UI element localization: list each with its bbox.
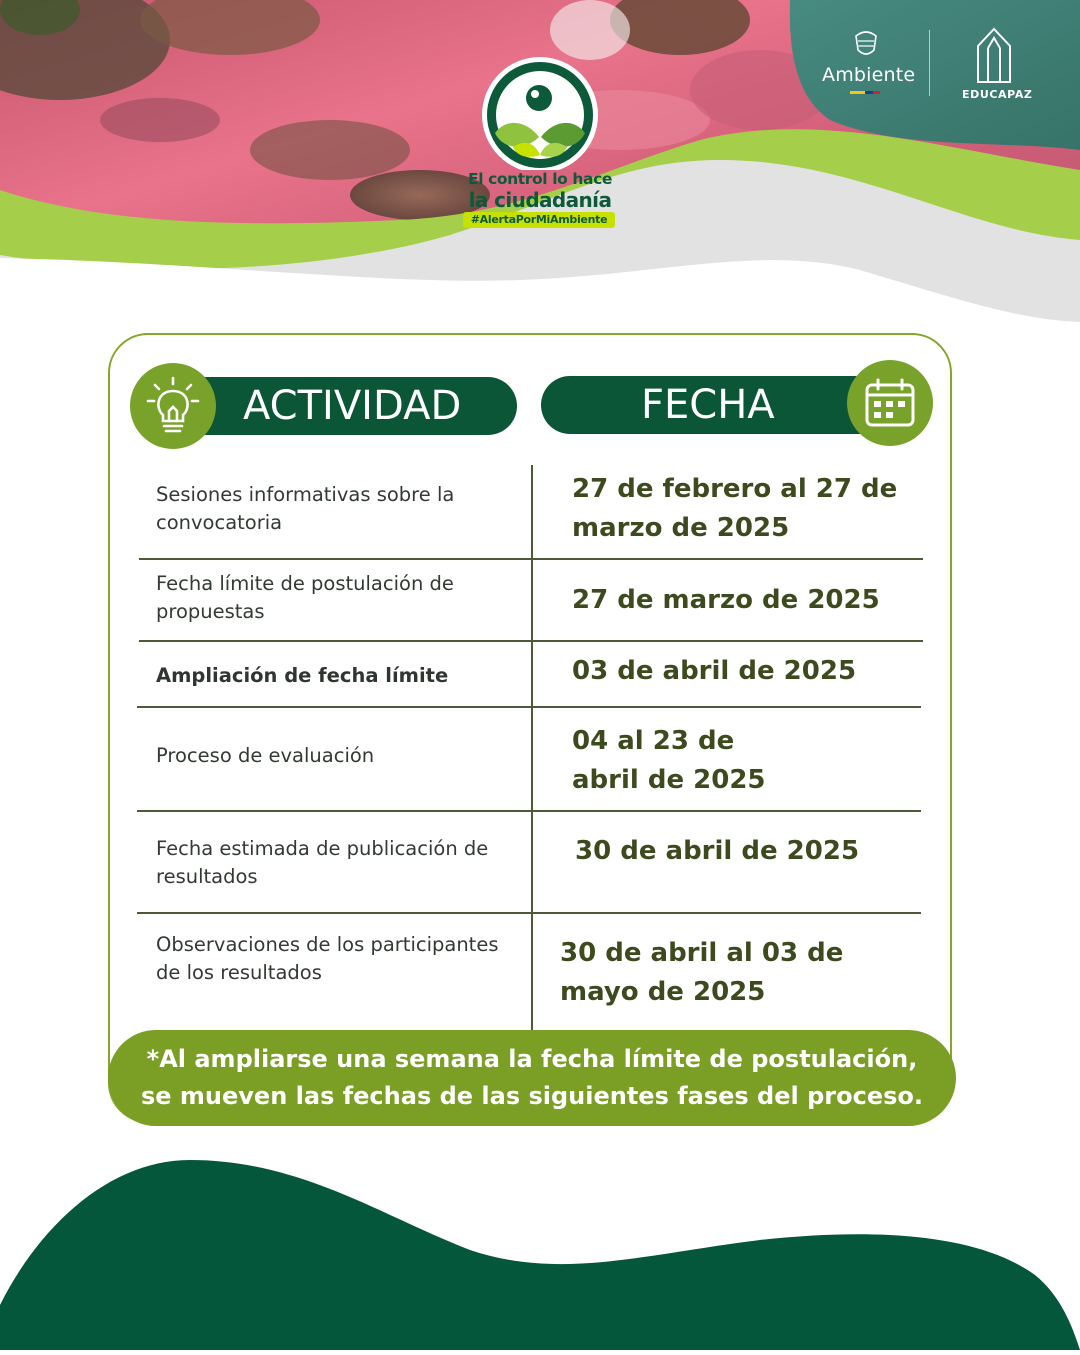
educapaz-pencils-icon	[975, 26, 1013, 84]
activity-header-label: ACTIVIDAD	[243, 383, 462, 429]
logo-divider	[929, 30, 930, 96]
note-banner	[108, 1030, 956, 1126]
note-text: *Al ampliarse una semana la fecha límite de postulación, se mueven las fechas de las siguientes fases del proceso.	[141, 1045, 923, 1110]
activity-header	[185, 377, 517, 435]
activity-cell: Fecha límite de postulación de propuestas	[156, 572, 454, 623]
date-cell: 27 de marzo de 2025	[572, 585, 880, 615]
footer-wave	[0, 1155, 1080, 1350]
campaign-slogan-line1: El control lo hace	[468, 170, 612, 188]
date-cell: 30 de abril al 03 de mayo de 2025	[560, 938, 844, 1007]
ambiente-logo-text: Ambiente	[822, 64, 916, 86]
date-cell: 27 de febrero al 27 de marzo de 2025	[572, 474, 898, 543]
educapaz-logo-text: EDUCAPAZ	[962, 88, 1033, 101]
date-header	[541, 376, 873, 434]
calendar-icon-badge	[847, 360, 933, 446]
coat-of-arms-icon	[852, 28, 880, 60]
lightbulb-icon	[143, 375, 203, 437]
row-divider	[137, 912, 921, 914]
calendar-icon	[864, 378, 916, 428]
date-cell: 30 de abril de 2025	[575, 836, 860, 866]
colombia-flag	[850, 91, 880, 94]
activity-cell: Fecha estimada de publicación de resultados	[156, 837, 489, 888]
row-divider	[137, 706, 921, 708]
row-divider	[137, 810, 921, 812]
campaign-logo	[455, 55, 625, 240]
activity-cell: Ampliación de fecha límite	[156, 664, 449, 687]
lightbulb-icon-badge	[130, 363, 216, 449]
campaign-hashtag: #AlertaPorMiAmbiente	[463, 212, 615, 228]
date-cell: 03 de abril de 2025	[572, 656, 857, 686]
activity-cell: Observaciones de los participantes de los resultados	[156, 933, 499, 984]
partner-logos	[800, 22, 1050, 112]
activity-cell: Proceso de evaluación	[156, 744, 375, 767]
date-cell: 04 al 23 de abril de 2025	[572, 726, 766, 795]
campaign-slogan-line2: la ciudadanía	[468, 188, 612, 212]
date-header-label: FECHA	[641, 382, 775, 428]
activity-cell: Sesiones informativas sobre la convocatoria	[156, 483, 455, 534]
eye-leaves-icon	[455, 55, 625, 170]
column-divider	[531, 465, 533, 1030]
